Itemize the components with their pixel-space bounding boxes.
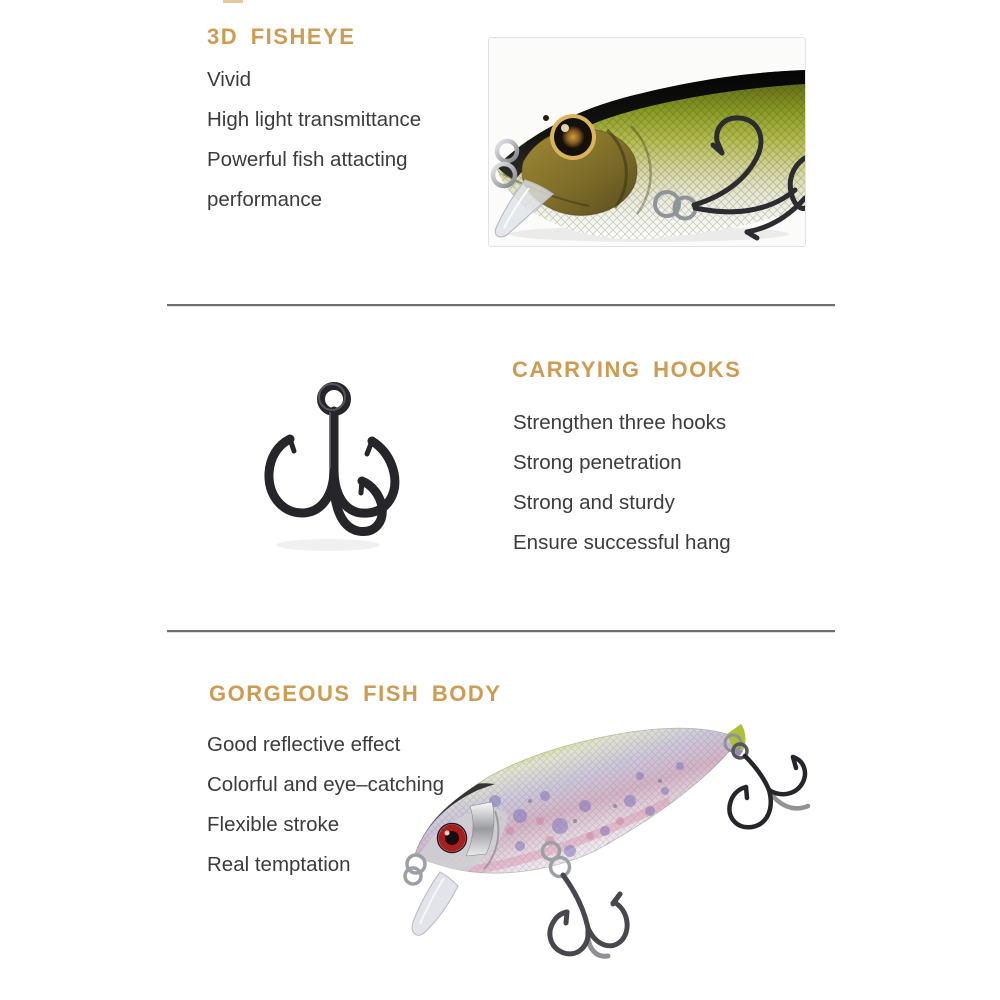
top-edge-artifact: [223, 0, 243, 3]
lure-head-illustration: [489, 38, 805, 246]
feature-line: Strong and sturdy: [513, 491, 675, 514]
section-2-feature-list: [513, 403, 731, 563]
feature-line: Flexible stroke: [207, 813, 340, 836]
feature-line: Strengthen three hooks: [513, 411, 727, 434]
section-1-feature-list: [207, 60, 421, 220]
treble-hook-photo: [256, 377, 406, 557]
feature-line: Real temptation: [207, 853, 351, 876]
feature-line: Vivid: [207, 68, 252, 91]
feature-line: High light transmittance: [207, 108, 422, 131]
full-lure-photo: [400, 706, 865, 998]
full-lure-illustration: [400, 706, 865, 998]
feature-line: Colorful and eye–catching: [207, 773, 445, 796]
lure-head-photo: [488, 37, 806, 247]
section-2-heading: CARRYING HOOKS: [512, 357, 742, 382]
section-divider: [167, 304, 835, 306]
treble-hook-illustration: [256, 377, 406, 557]
feature-line: Good reflective effect: [207, 733, 401, 756]
feature-line: Ensure successful hang: [513, 531, 731, 554]
section-3-heading: GORGEOUS FISH BODY: [209, 681, 502, 706]
feature-line: Powerful fish attacting: [207, 148, 408, 171]
section-divider: [167, 630, 835, 632]
feature-line: Strong penetration: [513, 451, 682, 474]
feature-line: performance: [207, 188, 323, 211]
section-1-heading: 3D FISHEYE: [207, 24, 356, 49]
